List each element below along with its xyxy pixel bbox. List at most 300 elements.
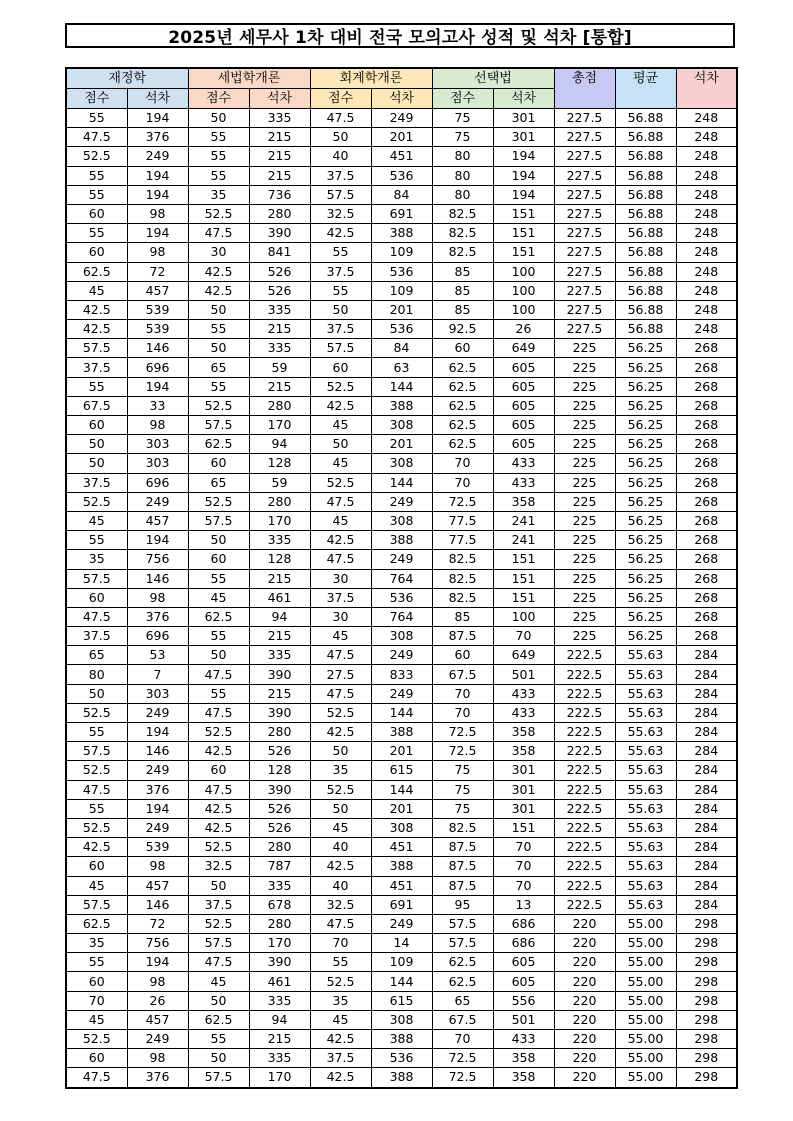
cell-tax-law-rank: 94 [249, 1010, 310, 1029]
cell-elective-rank: 433 [493, 684, 554, 703]
cell-overall-rank: 284 [676, 723, 737, 742]
cell-tax-law-score: 30 [188, 243, 249, 262]
cell-finance-score: 47.5 [66, 607, 127, 626]
cell-elective-score: 62.5 [432, 416, 493, 435]
cell-finance-rank: 457 [127, 1010, 188, 1029]
cell-tax-law-rank: 390 [249, 703, 310, 722]
cell-elective-rank: 605 [493, 416, 554, 435]
cell-tax-law-score: 60 [188, 550, 249, 569]
cell-elective-rank: 605 [493, 358, 554, 377]
cell-total-score: 227.5 [554, 166, 615, 185]
cell-tax-law-score: 55 [188, 128, 249, 147]
cell-tax-law-rank: 461 [249, 588, 310, 607]
cell-elective-score: 70 [432, 473, 493, 492]
cell-average-score: 56.25 [615, 531, 676, 550]
cell-finance-score: 42.5 [66, 320, 127, 339]
table-row [66, 569, 737, 588]
cell-accounting-rank: 201 [371, 742, 432, 761]
table-row [66, 934, 737, 953]
cell-total-score: 220 [554, 934, 615, 953]
cell-overall-rank: 298 [676, 914, 737, 933]
cell-elective-score: 72.5 [432, 492, 493, 511]
cell-tax-law-score: 32.5 [188, 857, 249, 876]
cell-elective-score: 85 [432, 281, 493, 300]
cell-tax-law-rank: 170 [249, 416, 310, 435]
cell-tax-law-rank: 280 [249, 723, 310, 742]
cell-finance-rank: 98 [127, 588, 188, 607]
cell-elective-rank: 358 [493, 742, 554, 761]
cell-overall-rank: 284 [676, 780, 737, 799]
cell-accounting-rank: 308 [371, 627, 432, 646]
cell-tax-law-rank: 335 [249, 339, 310, 358]
cell-overall-rank: 268 [676, 588, 737, 607]
cell-average-score: 55.63 [615, 646, 676, 665]
cell-tax-law-rank: 94 [249, 607, 310, 626]
cell-elective-score: 62.5 [432, 377, 493, 396]
cell-total-score: 227.5 [554, 147, 615, 166]
cell-elective-score: 70 [432, 1030, 493, 1049]
cell-finance-rank: 194 [127, 185, 188, 204]
cell-tax-law-score: 57.5 [188, 934, 249, 953]
cell-average-score: 55.00 [615, 934, 676, 953]
cell-finance-score: 57.5 [66, 339, 127, 358]
cell-elective-rank: 241 [493, 531, 554, 550]
cell-total-score: 222.5 [554, 646, 615, 665]
cell-overall-rank: 284 [676, 646, 737, 665]
cell-elective-score: 70 [432, 684, 493, 703]
cell-elective-score: 77.5 [432, 531, 493, 550]
cell-overall-rank: 268 [676, 358, 737, 377]
cell-tax-law-rank: 215 [249, 166, 310, 185]
cell-accounting-score: 37.5 [310, 1049, 371, 1068]
cell-overall-rank: 284 [676, 895, 737, 914]
cell-finance-rank: 146 [127, 339, 188, 358]
cell-elective-score: 62.5 [432, 972, 493, 991]
cell-accounting-score: 45 [310, 454, 371, 473]
cell-total-score: 220 [554, 972, 615, 991]
cell-overall-rank: 268 [676, 607, 737, 626]
cell-average-score: 55.63 [615, 895, 676, 914]
cell-elective-score: 82.5 [432, 550, 493, 569]
cell-finance-rank: 696 [127, 627, 188, 646]
cell-tax-law-rank: 215 [249, 128, 310, 147]
cell-overall-rank: 298 [676, 991, 737, 1010]
cell-elective-rank: 301 [493, 780, 554, 799]
cell-elective-rank: 151 [493, 588, 554, 607]
cell-accounting-score: 50 [310, 300, 371, 319]
cell-average-score: 55.63 [615, 723, 676, 742]
cell-overall-rank: 248 [676, 204, 737, 223]
cell-elective-score: 80 [432, 166, 493, 185]
cell-accounting-score: 40 [310, 838, 371, 857]
cell-tax-law-rank: 526 [249, 281, 310, 300]
cell-elective-rank: 70 [493, 876, 554, 895]
cell-elective-rank: 433 [493, 703, 554, 722]
cell-accounting-rank: 388 [371, 1068, 432, 1088]
cell-finance-rank: 72 [127, 262, 188, 281]
cell-finance-rank: 249 [127, 492, 188, 511]
cell-average-score: 56.25 [615, 377, 676, 396]
cell-total-score: 220 [554, 1030, 615, 1049]
cell-finance-rank: 376 [127, 128, 188, 147]
cell-elective-score: 87.5 [432, 838, 493, 857]
cell-accounting-rank: 388 [371, 723, 432, 742]
cell-accounting-rank: 109 [371, 243, 432, 262]
cell-average-score: 56.25 [615, 358, 676, 377]
cell-accounting-score: 47.5 [310, 109, 371, 128]
cell-finance-score: 52.5 [66, 761, 127, 780]
cell-overall-rank: 268 [676, 396, 737, 415]
cell-accounting-rank: 451 [371, 147, 432, 166]
cell-accounting-rank: 308 [371, 416, 432, 435]
cell-average-score: 55.00 [615, 1010, 676, 1029]
cell-elective-score: 72.5 [432, 1049, 493, 1068]
cell-accounting-score: 42.5 [310, 1030, 371, 1049]
cell-average-score: 55.63 [615, 818, 676, 837]
cell-tax-law-score: 62.5 [188, 607, 249, 626]
table-row [66, 1068, 737, 1088]
cell-finance-rank: 194 [127, 799, 188, 818]
cell-tax-law-score: 55 [188, 377, 249, 396]
cell-elective-rank: 501 [493, 1010, 554, 1029]
table-row [66, 838, 737, 857]
cell-tax-law-score: 62.5 [188, 1010, 249, 1029]
cell-accounting-rank: 109 [371, 281, 432, 300]
cell-tax-law-rank: 526 [249, 742, 310, 761]
cell-average-score: 56.88 [615, 185, 676, 204]
cell-finance-rank: 194 [127, 224, 188, 243]
cell-elective-rank: 649 [493, 339, 554, 358]
cell-average-score: 56.25 [615, 627, 676, 646]
cell-finance-rank: 303 [127, 454, 188, 473]
table-row [66, 454, 737, 473]
cell-tax-law-score: 37.5 [188, 895, 249, 914]
table-row [66, 435, 737, 454]
table-row [66, 1049, 737, 1068]
cell-tax-law-rank: 526 [249, 818, 310, 837]
cell-tax-law-score: 55 [188, 320, 249, 339]
cell-total-score: 227.5 [554, 281, 615, 300]
cell-tax-law-score: 47.5 [188, 224, 249, 243]
cell-elective-score: 87.5 [432, 876, 493, 895]
cell-total-score: 227.5 [554, 109, 615, 128]
cell-finance-score: 60 [66, 857, 127, 876]
cell-elective-rank: 151 [493, 224, 554, 243]
cell-overall-rank: 284 [676, 857, 737, 876]
cell-elective-rank: 194 [493, 185, 554, 204]
table-row [66, 857, 737, 876]
cell-average-score: 56.25 [615, 454, 676, 473]
cell-accounting-rank: 249 [371, 914, 432, 933]
cell-tax-law-rank: 128 [249, 550, 310, 569]
cell-finance-score: 45 [66, 876, 127, 895]
cell-elective-rank: 686 [493, 934, 554, 953]
cell-accounting-score: 42.5 [310, 531, 371, 550]
cell-tax-law-score: 45 [188, 588, 249, 607]
cell-elective-rank: 100 [493, 300, 554, 319]
cell-elective-score: 77.5 [432, 511, 493, 530]
cell-accounting-score: 47.5 [310, 684, 371, 703]
cell-finance-rank: 98 [127, 204, 188, 223]
cell-total-score: 222.5 [554, 742, 615, 761]
cell-tax-law-rank: 59 [249, 473, 310, 492]
cell-elective-score: 87.5 [432, 627, 493, 646]
cell-tax-law-rank: 215 [249, 1030, 310, 1049]
cell-accounting-score: 52.5 [310, 972, 371, 991]
cell-average-score: 55.00 [615, 991, 676, 1010]
cell-finance-rank: 98 [127, 972, 188, 991]
cell-tax-law-rank: 280 [249, 914, 310, 933]
cell-accounting-rank: 201 [371, 128, 432, 147]
cell-total-score: 227.5 [554, 262, 615, 281]
cell-finance-rank: 194 [127, 953, 188, 972]
cell-tax-law-score: 55 [188, 684, 249, 703]
cell-accounting-score: 50 [310, 128, 371, 147]
cell-tax-law-score: 42.5 [188, 742, 249, 761]
cell-accounting-score: 52.5 [310, 780, 371, 799]
cell-elective-rank: 605 [493, 435, 554, 454]
cell-finance-rank: 98 [127, 243, 188, 262]
cell-total-score: 222.5 [554, 857, 615, 876]
cell-elective-score: 57.5 [432, 934, 493, 953]
cell-accounting-rank: 388 [371, 224, 432, 243]
cell-total-score: 227.5 [554, 320, 615, 339]
cell-accounting-rank: 536 [371, 588, 432, 607]
cell-accounting-rank: 764 [371, 607, 432, 626]
cell-overall-rank: 268 [676, 627, 737, 646]
cell-finance-score: 70 [66, 991, 127, 1010]
cell-finance-rank: 146 [127, 742, 188, 761]
cell-tax-law-rank: 736 [249, 185, 310, 204]
cell-finance-rank: 194 [127, 166, 188, 185]
cell-accounting-score: 47.5 [310, 492, 371, 511]
cell-average-score: 56.25 [615, 435, 676, 454]
cell-finance-rank: 146 [127, 569, 188, 588]
cell-total-score: 225 [554, 435, 615, 454]
cell-elective-rank: 433 [493, 473, 554, 492]
cell-average-score: 55.63 [615, 684, 676, 703]
cell-accounting-rank: 14 [371, 934, 432, 953]
table-row [66, 1030, 737, 1049]
cell-accounting-rank: 201 [371, 435, 432, 454]
cell-tax-law-score: 47.5 [188, 703, 249, 722]
cell-accounting-score: 37.5 [310, 588, 371, 607]
cell-average-score: 56.25 [615, 511, 676, 530]
cell-average-score: 56.25 [615, 550, 676, 569]
cell-overall-rank: 268 [676, 473, 737, 492]
cell-average-score: 56.25 [615, 396, 676, 415]
cell-finance-rank: 249 [127, 147, 188, 166]
cell-tax-law-rank: 280 [249, 838, 310, 857]
cell-accounting-score: 35 [310, 761, 371, 780]
cell-accounting-rank: 144 [371, 703, 432, 722]
cell-total-score: 225 [554, 454, 615, 473]
cell-tax-law-rank: 215 [249, 377, 310, 396]
table-row [66, 742, 737, 761]
cell-average-score: 56.25 [615, 607, 676, 626]
cell-finance-score: 37.5 [66, 473, 127, 492]
cell-elective-rank: 100 [493, 262, 554, 281]
cell-tax-law-rank: 335 [249, 531, 310, 550]
cell-accounting-score: 42.5 [310, 1068, 371, 1088]
cell-overall-rank: 298 [676, 972, 737, 991]
header-tax-law: 세법학개론 [188, 68, 310, 89]
cell-finance-score: 35 [66, 934, 127, 953]
cell-elective-score: 80 [432, 147, 493, 166]
cell-total-score: 222.5 [554, 684, 615, 703]
cell-tax-law-score: 42.5 [188, 262, 249, 281]
cell-elective-score: 85 [432, 300, 493, 319]
cell-accounting-rank: 84 [371, 339, 432, 358]
cell-overall-rank: 298 [676, 1068, 737, 1088]
cell-finance-rank: 33 [127, 396, 188, 415]
cell-tax-law-score: 42.5 [188, 281, 249, 300]
cell-finance-rank: 539 [127, 320, 188, 339]
cell-total-score: 225 [554, 339, 615, 358]
cell-total-score: 225 [554, 511, 615, 530]
cell-accounting-score: 42.5 [310, 857, 371, 876]
cell-finance-rank: 98 [127, 857, 188, 876]
cell-accounting-rank: 308 [371, 1010, 432, 1029]
cell-accounting-score: 47.5 [310, 914, 371, 933]
cell-finance-rank: 376 [127, 1068, 188, 1088]
cell-total-score: 227.5 [554, 128, 615, 147]
table-row [66, 396, 737, 415]
cell-accounting-score: 52.5 [310, 377, 371, 396]
cell-finance-score: 52.5 [66, 147, 127, 166]
cell-total-score: 222.5 [554, 665, 615, 684]
cell-finance-score: 55 [66, 799, 127, 818]
cell-tax-law-score: 57.5 [188, 1068, 249, 1088]
cell-finance-score: 50 [66, 435, 127, 454]
table-row [66, 109, 737, 128]
header-score: 점수 [432, 89, 493, 109]
table-row [66, 128, 737, 147]
cell-tax-law-score: 50 [188, 300, 249, 319]
cell-accounting-score: 47.5 [310, 646, 371, 665]
table-row [66, 300, 737, 319]
table-row [66, 204, 737, 223]
cell-finance-score: 55 [66, 109, 127, 128]
cell-accounting-rank: 536 [371, 166, 432, 185]
cell-average-score: 56.88 [615, 300, 676, 319]
cell-overall-rank: 298 [676, 1010, 737, 1029]
table-row [66, 780, 737, 799]
cell-accounting-rank: 536 [371, 1049, 432, 1068]
cell-finance-rank: 194 [127, 377, 188, 396]
cell-tax-law-score: 52.5 [188, 204, 249, 223]
cell-total-score: 227.5 [554, 185, 615, 204]
header-accounting: 회계학개론 [310, 68, 432, 89]
cell-elective-rank: 501 [493, 665, 554, 684]
cell-finance-rank: 457 [127, 511, 188, 530]
cell-finance-rank: 194 [127, 109, 188, 128]
cell-total-score: 220 [554, 914, 615, 933]
cell-average-score: 55.63 [615, 703, 676, 722]
cell-average-score: 56.25 [615, 569, 676, 588]
cell-finance-rank: 26 [127, 991, 188, 1010]
cell-tax-law-rank: 335 [249, 646, 310, 665]
cell-accounting-score: 32.5 [310, 204, 371, 223]
cell-overall-rank: 248 [676, 281, 737, 300]
cell-total-score: 220 [554, 1010, 615, 1029]
table-row [66, 646, 737, 665]
cell-total-score: 227.5 [554, 224, 615, 243]
table-row [66, 281, 737, 300]
cell-finance-score: 47.5 [66, 1068, 127, 1088]
cell-finance-score: 47.5 [66, 128, 127, 147]
cell-tax-law-rank: 215 [249, 684, 310, 703]
cell-finance-score: 67.5 [66, 396, 127, 415]
cell-accounting-score: 42.5 [310, 224, 371, 243]
cell-elective-score: 75 [432, 780, 493, 799]
cell-accounting-score: 50 [310, 742, 371, 761]
cell-tax-law-score: 47.5 [188, 665, 249, 684]
cell-elective-rank: 151 [493, 550, 554, 569]
cell-total-score: 225 [554, 569, 615, 588]
cell-finance-score: 60 [66, 416, 127, 435]
cell-total-score: 222.5 [554, 780, 615, 799]
cell-elective-rank: 433 [493, 1030, 554, 1049]
cell-total-score: 222.5 [554, 876, 615, 895]
cell-accounting-rank: 764 [371, 569, 432, 588]
table-row [66, 224, 737, 243]
cell-average-score: 56.25 [615, 473, 676, 492]
cell-finance-score: 55 [66, 531, 127, 550]
cell-elective-score: 72.5 [432, 742, 493, 761]
cell-finance-score: 80 [66, 665, 127, 684]
cell-average-score: 56.25 [615, 588, 676, 607]
cell-total-score: 222.5 [554, 895, 615, 914]
cell-overall-rank: 284 [676, 838, 737, 857]
table-row [66, 262, 737, 281]
cell-elective-rank: 151 [493, 818, 554, 837]
cell-overall-rank: 284 [676, 684, 737, 703]
cell-finance-rank: 457 [127, 876, 188, 895]
table-row [66, 607, 737, 626]
cell-accounting-rank: 249 [371, 646, 432, 665]
cell-overall-rank: 248 [676, 185, 737, 204]
table-row [66, 684, 737, 703]
cell-finance-rank: 457 [127, 281, 188, 300]
cell-finance-score: 65 [66, 646, 127, 665]
cell-elective-score: 80 [432, 185, 493, 204]
cell-tax-law-score: 52.5 [188, 492, 249, 511]
cell-finance-rank: 376 [127, 607, 188, 626]
table-row [66, 511, 737, 530]
cell-finance-score: 57.5 [66, 569, 127, 588]
table-row [66, 185, 737, 204]
cell-total-score: 225 [554, 607, 615, 626]
table-row [66, 627, 737, 646]
cell-elective-rank: 100 [493, 607, 554, 626]
cell-elective-rank: 358 [493, 723, 554, 742]
cell-average-score: 56.25 [615, 339, 676, 358]
cell-overall-rank: 268 [676, 550, 737, 569]
table-row [66, 703, 737, 722]
cell-finance-score: 60 [66, 243, 127, 262]
table-row [66, 377, 737, 396]
cell-elective-score: 67.5 [432, 1010, 493, 1029]
cell-accounting-rank: 833 [371, 665, 432, 684]
cell-finance-rank: 539 [127, 300, 188, 319]
header-score: 점수 [66, 89, 127, 109]
page-title: 2025년 세무사 1차 대비 전국 모의고사 성적 및 석차 [통합] [65, 23, 735, 48]
cell-elective-score: 75 [432, 109, 493, 128]
cell-overall-rank: 268 [676, 531, 737, 550]
cell-average-score: 56.25 [615, 492, 676, 511]
cell-average-score: 56.88 [615, 147, 676, 166]
